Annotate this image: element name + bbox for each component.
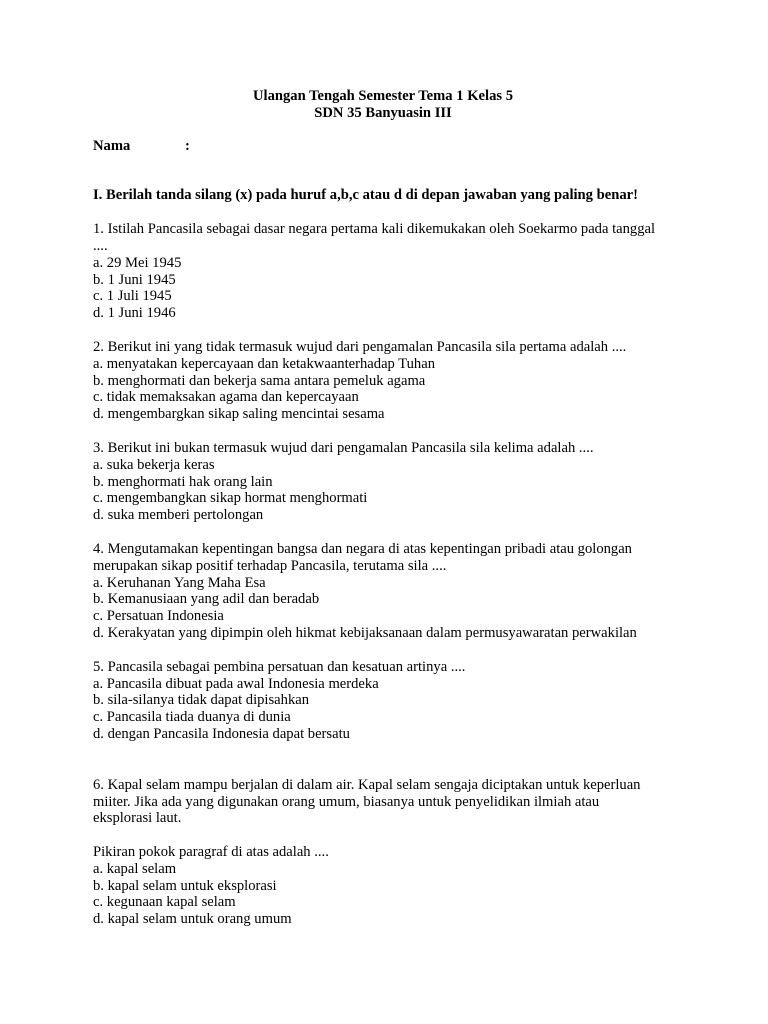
section-instruction: I. Berilah tanda silang (x) pada huruf a,b,c atau d di depan jawaban yang paling benar! — [93, 187, 638, 204]
question-6 — [93, 777, 693, 928]
option-c: c. kegunaan kapal selam — [93, 894, 236, 911]
question-5 — [93, 659, 693, 743]
option-d: d. 1 Juni 1946 — [93, 305, 176, 322]
option-b: b. Kemanusiaan yang adil dan beradab — [93, 591, 320, 608]
question-1 — [93, 221, 693, 322]
option-b: b. menghormati hak orang lain — [93, 473, 273, 490]
question-3 — [93, 440, 693, 524]
option-c: c. tidak memaksakan agama dan kepercayaan — [93, 389, 359, 406]
title-line-1: Ulangan Tengah Semester Tema 1 Kelas 5 — [252, 88, 513, 104]
option-d: d. kapal selam untuk orang umum — [93, 911, 292, 928]
name-label: Nama — [93, 137, 131, 154]
question-stem: 5. Pancasila sebagai pembina persatuan dan kesatuan artinya .... — [93, 658, 466, 675]
option-b: b. menghormati dan bekerja sama antara pemeluk agama — [93, 372, 426, 389]
option-c: c. 1 Juli 1945 — [93, 288, 172, 305]
question-stem: 3. Berikut ini bukan termasuk wujud dari pengamalan Pancasila sila kelima adalah .... — [93, 439, 594, 456]
option-b: b. 1 Juni 1945 — [93, 271, 176, 288]
question-stem: 4. Mengutamakan kepentingan bangsa dan negara di atas kepentingan pribadi atau golongan merupakan sikap positif terhadap Pancasila, terutama sila .... — [93, 540, 632, 574]
option-c: c. Persatuan Indonesia — [93, 608, 224, 625]
option-d: d. dengan Pancasila Indonesia dapat bersatu — [93, 725, 350, 742]
name-colon: : — [185, 137, 190, 154]
option-d: d. mengembargkan sikap saling mencintai sesama — [93, 406, 385, 423]
document-page — [93, 88, 693, 928]
option-a: a. menyatakan kepercayaan dan ketakwaanterhadap Tuhan — [93, 355, 435, 372]
name-field — [93, 138, 693, 155]
option-b: b. sila-silanya tidak dapat dipisahkan — [93, 692, 310, 709]
question-prompt: Pikiran pokok paragraf di atas adalah .... — [93, 844, 329, 861]
question-4 — [93, 541, 693, 642]
document-title — [73, 88, 693, 122]
question-2 — [93, 339, 693, 423]
title-line-2: SDN 35 Banyuasin III — [314, 104, 452, 121]
question-passage: 6. Kapal selam mampu berjalan di dalam air. Kapal selam sengaja diciptakan untuk keperluan miiter. Jika ada yang digunakan orang umum, biasanya untuk penyelidikan ilmiah atau eksplorasi laut. — [93, 776, 641, 827]
option-a: a. suka bekerja keras — [93, 456, 215, 473]
option-a: a. Keruhanan Yang Maha Esa — [93, 574, 266, 591]
option-d: d. Kerakyatan yang dipimpin oleh hikmat kebijaksanaan dalam permusyawaratan perwakilan — [93, 624, 637, 641]
option-c: c. mengembangkan sikap hormat menghormati — [93, 490, 368, 507]
option-a: a. 29 Mei 1945 — [93, 254, 182, 271]
question-stem: 2. Berikut ini yang tidak termasuk wujud dari pengamalan Pancasila sila pertama adalah .... — [93, 338, 627, 355]
option-c: c. Pancasila tiada duanya di dunia — [93, 709, 291, 726]
question-stem: 1. Istilah Pancasila sebagai dasar negara pertama kali dikemukakan oleh Soekarmo pada tanggal .... — [93, 221, 656, 254]
option-a: a. kapal selam — [93, 860, 177, 877]
option-a: a. Pancasila dibuat pada awal Indonesia merdeka — [93, 675, 379, 692]
option-d: d. suka memberi pertolongan — [93, 507, 264, 524]
option-b: b. kapal selam untuk eksplorasi — [93, 877, 277, 894]
